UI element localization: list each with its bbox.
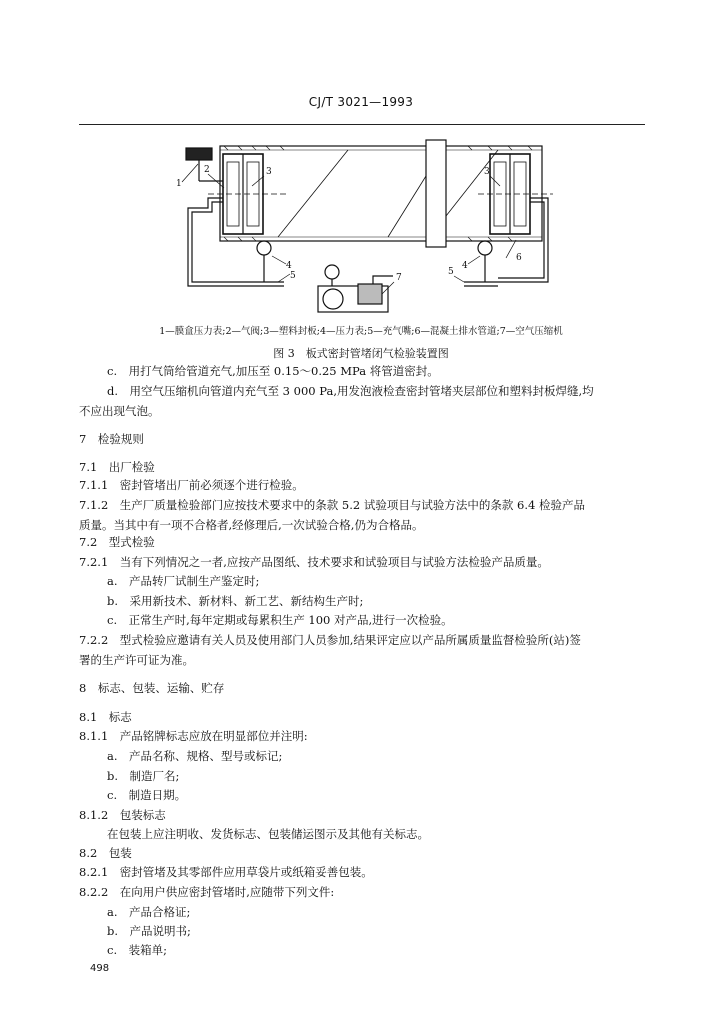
page-number: 498	[90, 963, 110, 974]
list-item: b. 制造厂名;	[107, 769, 180, 783]
list-item: b. 产品说明书;	[107, 924, 191, 938]
subsection-heading: 7.1 出厂检验	[79, 460, 155, 474]
list-item: a. 产品合格证;	[107, 905, 191, 919]
body-line: 7.1.1 密封管堵出厂前必须逐个进行检验。	[79, 478, 304, 492]
fig-label-4-left: 4	[286, 261, 292, 271]
list-item: c. 装箱单;	[107, 943, 167, 957]
fig-label-3-right: 3	[484, 167, 490, 177]
list-item: a. 产品转厂试制生产鉴定时;	[107, 574, 260, 588]
body-line: 7.2.2 型式检验应邀请有关人员及使用部门人员参加,结果评定应以产品所属质量监督检验所(站)签	[79, 633, 581, 647]
figure-3-diagram	[168, 136, 558, 326]
fig-label-3-left: 3	[266, 167, 272, 177]
list-item: a. 产品名称、规格、型号或标记;	[107, 749, 283, 763]
fig-label-4-right: 4	[462, 261, 468, 271]
body-line: 不应出现气泡。	[79, 404, 160, 418]
subsection-heading: 8.1 标志	[79, 710, 132, 724]
body-line: 质量。当其中有一项不合格者,经修理后,一次试验合格,仍为合格品。	[79, 518, 424, 532]
list-item: c. 制造日期。	[107, 788, 187, 802]
subsection-heading: 7.2 型式检验	[79, 535, 155, 549]
subsection-heading: 8.1.2 包装标志	[79, 808, 166, 822]
page-header: CJ/T 3021—1993	[308, 95, 414, 109]
body-line: 8.2.2 在向用户供应密封管堵时,应随带下列文件:	[79, 885, 335, 899]
header-rule	[79, 124, 645, 125]
body-line: 7.2.1 当有下列情况之一者,应按产品图纸、技术要求和试验项目与试验方法检验产品质量。	[79, 555, 549, 569]
fig-label-5-left: 5	[290, 271, 296, 281]
section-heading: 7 检验规则	[79, 432, 144, 446]
section-heading: 8 标志、包装、运输、贮存	[79, 681, 225, 695]
subsection-heading: 8.2 包装	[79, 846, 132, 860]
fig-label-5-right: 5	[448, 267, 454, 277]
fig-label-1: 1	[176, 179, 182, 189]
body-line: 7.1.2 生产厂质量检验部门应按技术要求中的条款 5.2 试验项目与试验方法中的条款 6.4 检验产品	[79, 498, 585, 512]
body-line: d. 用空气压缩机向管道内充气至 3 000 Pa,用发泡液检查密封管堵夹层部位和塑料封板焊缝,均	[107, 384, 594, 398]
fig-label-2: 2	[204, 165, 210, 175]
figure-legend: 1—膜盒压力表;2—气阀;3—塑料封板;4—压力表;5—充气嘴;6—混凝土排水管道;7—空气压缩机	[159, 326, 563, 337]
body-line: 8.1.1 产品铭牌标志应放在明显部位并注明:	[79, 729, 308, 743]
body-line: 署的生产许可证为准。	[79, 653, 194, 667]
body-line: 在包装上应注明收、发货标志、包装储运图示及其他有关标志。	[107, 827, 429, 841]
body-line: c. 用打气筒给管道充气,加压至 0.15～0.25 MPa 将管道密封。	[107, 364, 439, 378]
list-item: c. 正常生产时,每年定期或每累积生产 100 对产品,进行一次检验。	[107, 613, 453, 627]
fig-label-7: 7	[396, 273, 402, 283]
list-item: b. 采用新技术、新材料、新工艺、新结构生产时;	[107, 594, 364, 608]
figure-caption: 图 3 板式密封管堵闭气检验装置图	[273, 347, 449, 360]
fig-label-6: 6	[516, 253, 522, 263]
body-line: 8.2.1 密封管堵及其零部件应用草袋片或纸箱妥善包装。	[79, 865, 373, 879]
